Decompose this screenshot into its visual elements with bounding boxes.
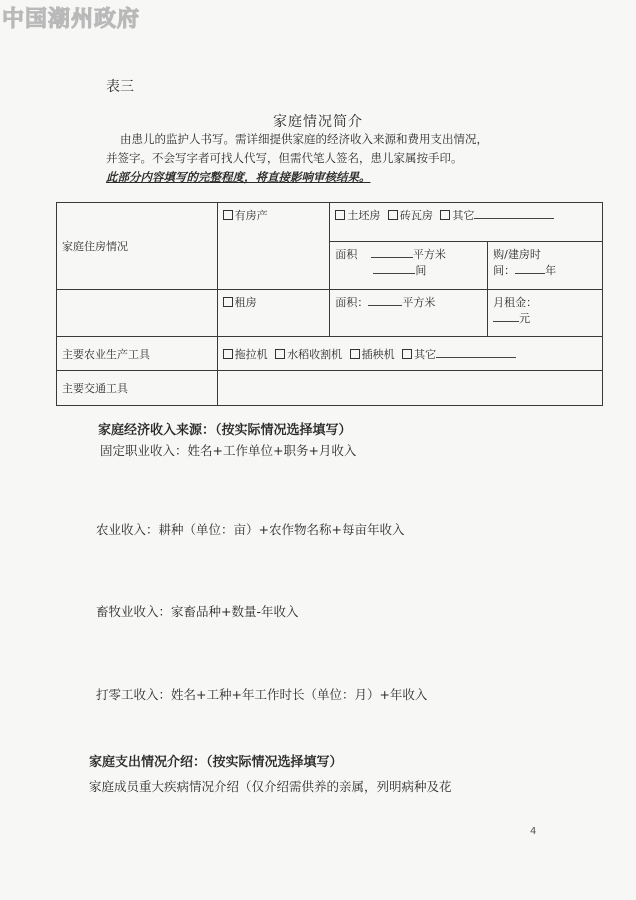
sqm-unit-tail: 间 xyxy=(415,263,427,277)
house-area-blank-2[interactable] xyxy=(373,262,415,274)
purchase-year-blank[interactable] xyxy=(515,262,545,274)
transport-label-cell xyxy=(57,371,218,406)
brick-house-checkbox[interactable] xyxy=(388,210,398,220)
fixed-job-income: 固定职业收入：姓名+工作单位+职务+月收入 xyxy=(100,443,357,458)
other-house-label: 其它 xyxy=(452,209,475,222)
odd-job-income: 打零工收入：姓名+工种+年工作时长（单位：月）+年收入 xyxy=(96,687,428,702)
livestock-income: 畜牧业收入：家畜品种+数量-年收入 xyxy=(96,604,299,619)
income-heading: 家庭经济收入来源：（按实际情况选择填写） xyxy=(98,423,352,438)
transport-cell[interactable] xyxy=(217,371,602,406)
other-house-blank[interactable] xyxy=(474,207,554,219)
rent-checkbox[interactable] xyxy=(223,297,233,307)
transport-label: 主要交通工具 xyxy=(62,382,128,396)
farm-tools-cell xyxy=(217,336,602,371)
other-tool-label: 其它 xyxy=(414,347,437,361)
year-unit: 年 xyxy=(545,263,557,277)
harvester-label: 水稻收割机 xyxy=(287,347,343,361)
rent-sqm-unit: 平方米 xyxy=(402,296,436,310)
house-type-cell xyxy=(330,203,603,242)
rent-area-cell xyxy=(330,290,488,337)
purchase-time-label: 购/建房时 xyxy=(493,247,541,261)
intro-line-2: 并签字。不会写字者可找人代写，但需代笔人签名，患儿家属按手印。 xyxy=(106,151,463,165)
own-house-label: 有房产 xyxy=(234,209,268,222)
purchase-time-cell xyxy=(488,241,603,290)
housing-label-cell-lower xyxy=(57,290,218,337)
own-house-checkbox[interactable] xyxy=(223,210,233,220)
other-house-checkbox[interactable] xyxy=(440,210,450,220)
own-house-cell xyxy=(217,203,330,290)
table-label: 表三 xyxy=(106,79,134,95)
housing-label-cell xyxy=(57,203,218,290)
earth-house-checkbox[interactable] xyxy=(335,210,345,220)
house-area-cell xyxy=(330,241,488,290)
tractor-label: 拖拉机 xyxy=(234,347,268,361)
farm-tools-label: 主要农业生产工具 xyxy=(62,347,150,361)
planter-label: 插秧机 xyxy=(361,347,395,361)
intro-paragraph xyxy=(106,130,581,187)
planter-checkbox[interactable] xyxy=(350,349,360,359)
tractor-checkbox[interactable] xyxy=(223,349,233,359)
other-tool-blank[interactable] xyxy=(436,346,516,358)
house-area-label: 面积 xyxy=(335,247,358,261)
farm-tools-label-cell xyxy=(57,336,218,371)
family-info-table xyxy=(56,202,603,406)
house-area-blank[interactable] xyxy=(371,246,413,258)
brick-house-label: 砖瓦房 xyxy=(399,209,433,222)
watermark-logo: 中国潮州政府 xyxy=(2,6,141,32)
monthly-rent-label: 月租金： xyxy=(493,296,538,310)
rent-label: 租房 xyxy=(234,296,257,310)
purchase-time-tail: 间： xyxy=(493,263,516,277)
page-number: 4 xyxy=(530,826,537,837)
harvester-checkbox[interactable] xyxy=(275,349,285,359)
sqm-unit: 平方米 xyxy=(412,247,446,261)
illness-description: 家庭成员重大疾病情况介绍（仅介绍需供养的亲属，列明病种及花 xyxy=(89,779,452,794)
monthly-rent-blank[interactable] xyxy=(493,310,519,322)
expense-heading: 家庭支出情况介绍：（按实际情况选择填写） xyxy=(89,755,343,770)
rent-area-blank[interactable] xyxy=(368,294,402,306)
housing-label: 家庭住房情况 xyxy=(62,240,128,254)
monthly-rent-cell xyxy=(488,290,603,337)
intro-emphasis: 此部分内容填写的完整程度，将直接影响审核结果。 xyxy=(106,170,371,184)
intro-line-1: 由患儿的监护人书写。需详细提供家庭的经济收入来源和费用支出情况， xyxy=(120,132,488,146)
rent-area-label: 面积： xyxy=(335,296,369,310)
earth-house-label: 土坯房 xyxy=(347,209,381,222)
farming-income: 农业收入：耕种（单位：亩）+农作物名称+每亩年收入 xyxy=(96,522,405,537)
rent-cell xyxy=(217,290,330,337)
other-tool-checkbox[interactable] xyxy=(402,349,412,359)
yuan-unit: 元 xyxy=(519,312,531,326)
page-title: 家庭情况简介 xyxy=(273,114,363,130)
